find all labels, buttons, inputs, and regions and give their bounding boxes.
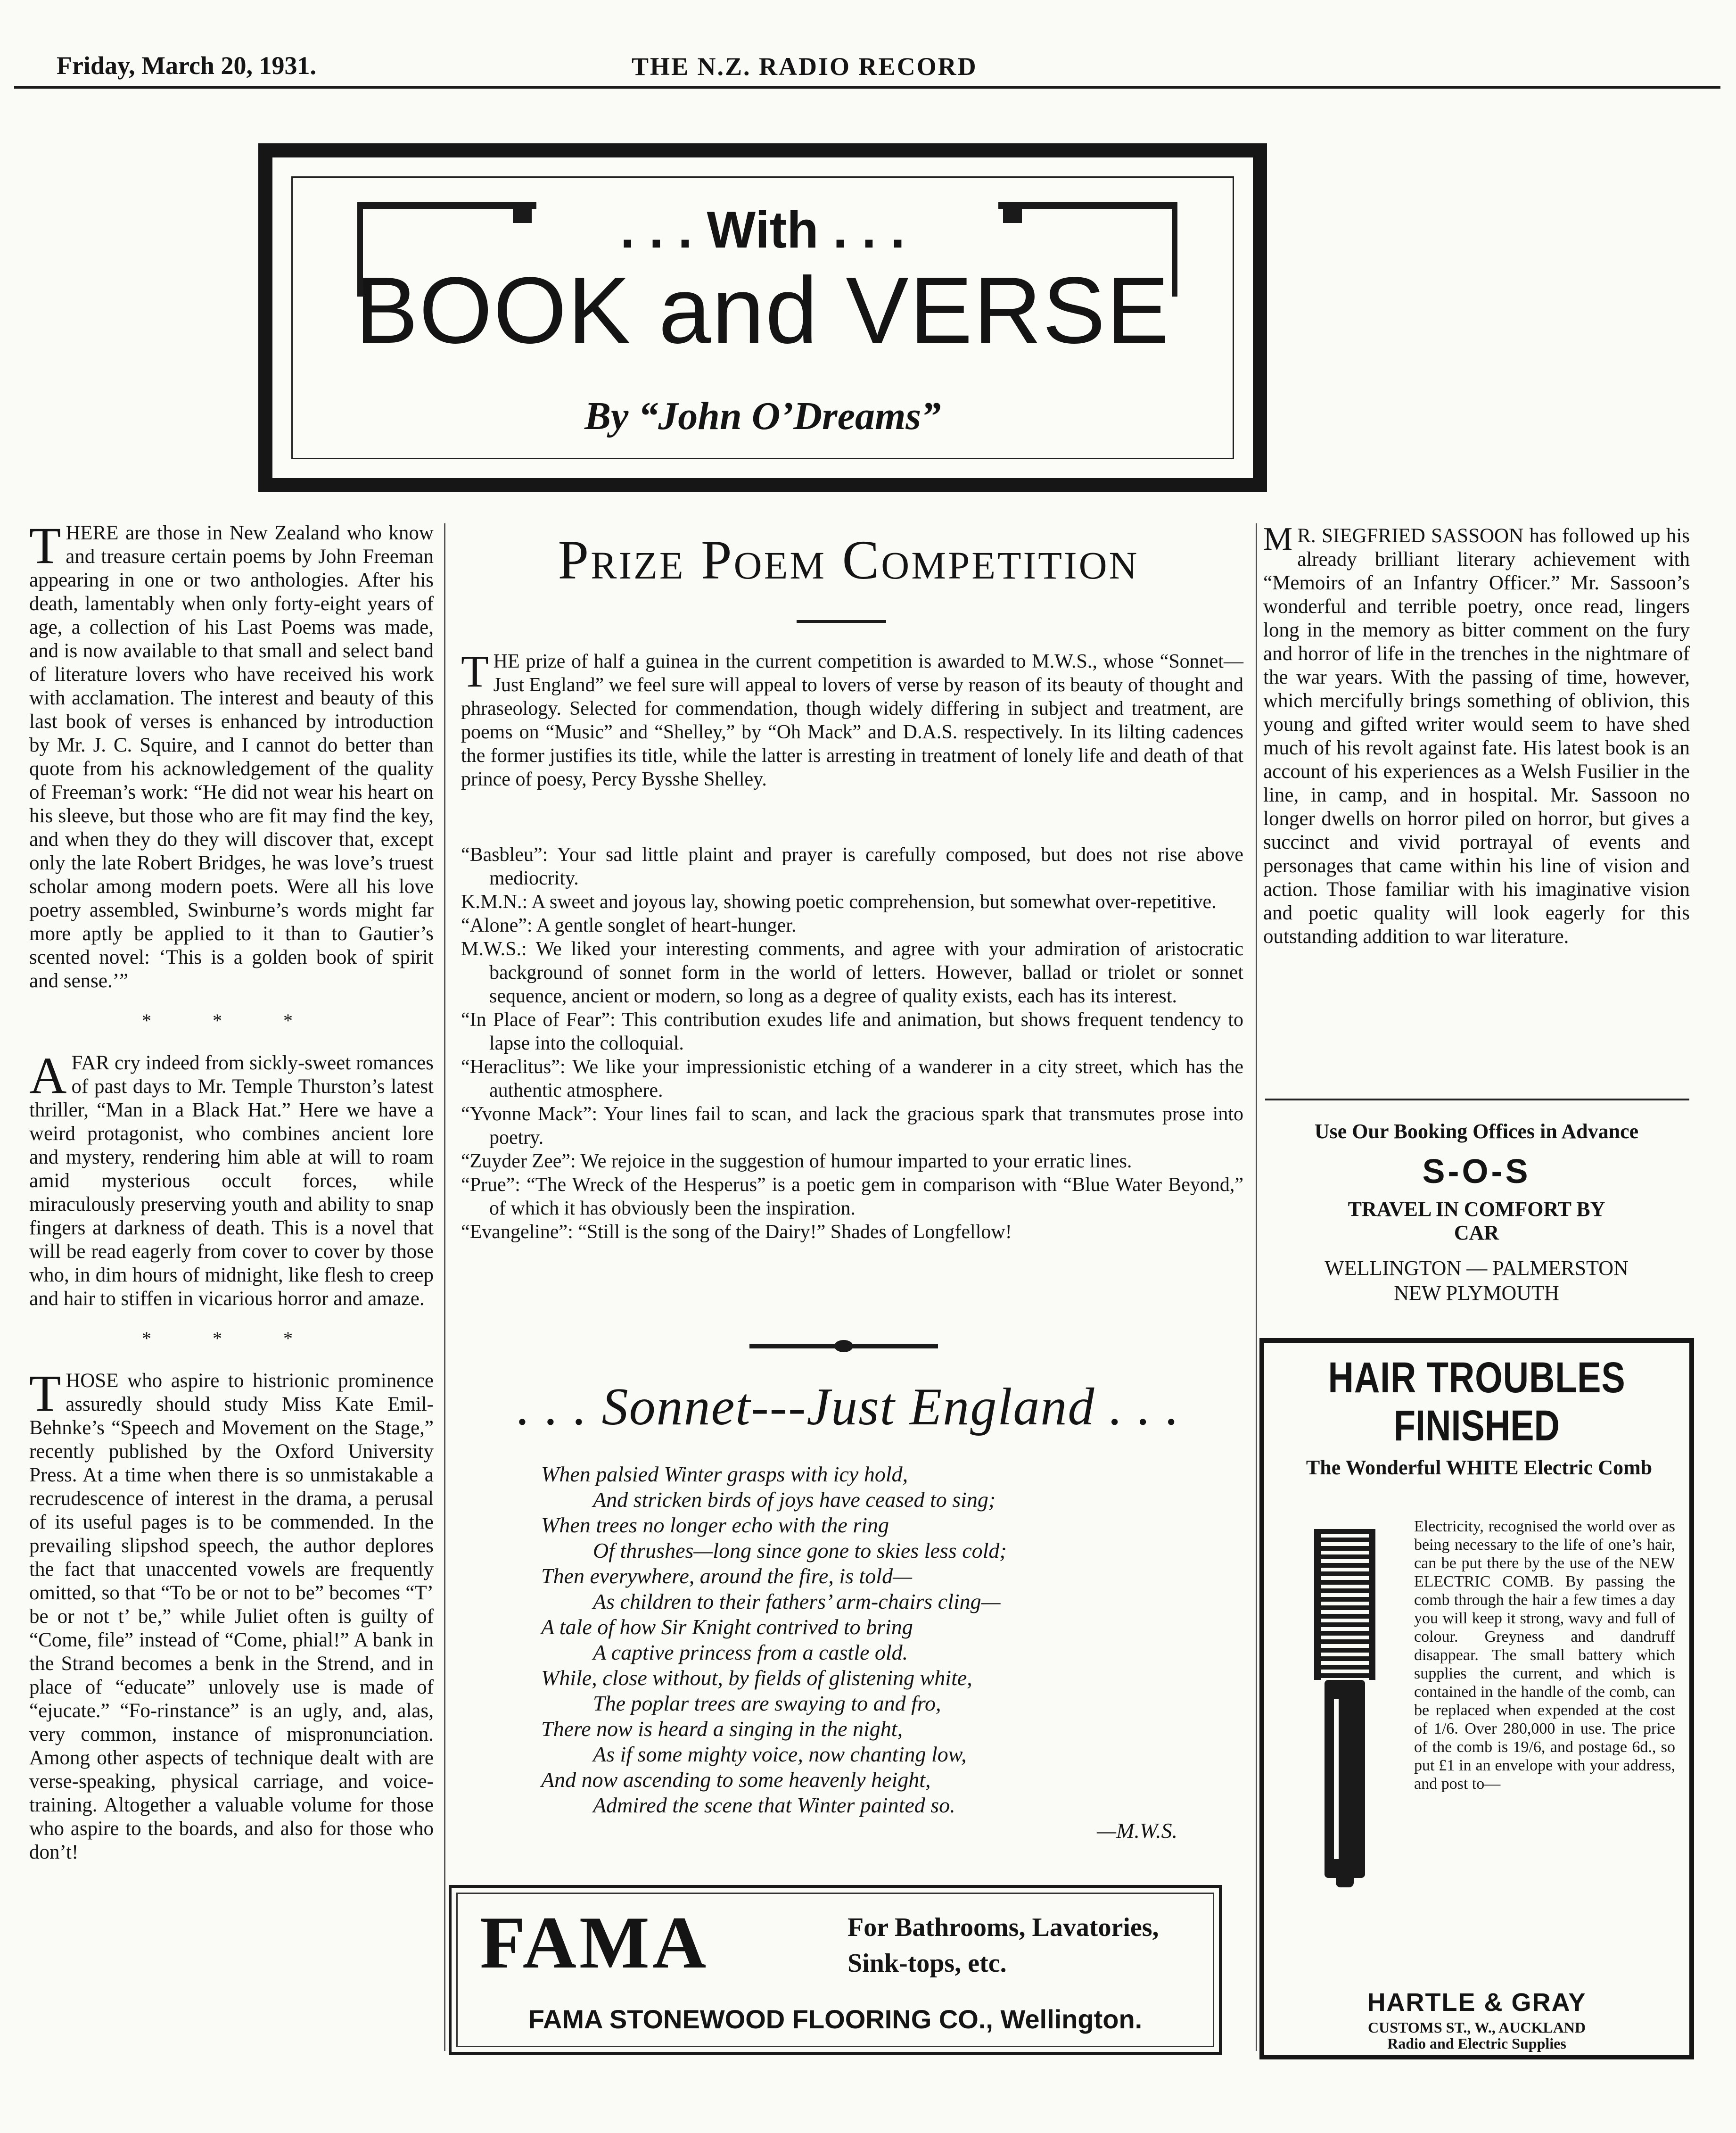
ornament-divider: [749, 1340, 938, 1352]
sonnet-line: A tale of how Sir Knight contrived to bring: [541, 1615, 913, 1639]
intro-text: HE prize of half a guinea in the current competition is awarded to M.W.S., whose “Sonnet—Just England” we feel sure will appeal to lovers of verse by reason of its beauty of thought and phraseology. Selected for commendation, though widely differing in subject and treatment, are poems on “Music” and “Shelley,” by “Oh Mack” and D.A.S. respectively. In its lilting cadences the former justifies its title, while the latter is arresting in treatment of lonely life and death of that prince of poesy, Percy Bysshe Shelley.: [461, 651, 1243, 790]
sonnet-line: While, close without, by fields of glistening white,: [541, 1666, 972, 1690]
sos-route2: NEW PLYMOUTH: [1394, 1281, 1559, 1305]
hair-title2: FINISHED: [1393, 1402, 1560, 1450]
comb-end: [1336, 1878, 1354, 1887]
critique-item: “In Place of Fear”: This contribution exudes life and animation, but shows frequent tendency to lapse into the colloquial.: [461, 1009, 1243, 1054]
sonnet-line: A captive princess from a castle old.: [593, 1640, 908, 1664]
fama-line2: Sink-tops, etc.: [847, 1949, 1007, 1978]
critique-item: K.M.N.: A sweet and joyous lay, showing poetic comprehension, but somewhat over-repetitive.: [461, 891, 1217, 913]
sonnet-line: The poplar trees are swaying to and fro,: [593, 1691, 941, 1715]
sos-car: CAR: [1454, 1221, 1499, 1244]
critique-item: “Prue”: “The Wreck of the Hesperus” is a poetic gem in comparison with “Blue Water Beyond,” of which it has obviously been the inspiration.: [461, 1174, 1243, 1219]
freeman-paragraph: [29, 517, 434, 993]
sonnet-line: And now ascending to some heavenly height,: [541, 1768, 931, 1792]
sonnet-line: Admired the scene that Winter painted so.: [593, 1793, 955, 1817]
sonnet-line: As if some mighty voice, now chanting low,: [593, 1742, 967, 1766]
critique-item: “Heraclitus”: We like your impressionistic etching of a wanderer in a city street, which has the authentic atmosphere.: [461, 1056, 1243, 1101]
critique-item: “Yvonne Mack”: Your lines fail to scan, and lack the gracious spark that transmutes prose into poetry.: [461, 1103, 1243, 1149]
sonnet-line: Then everywhere, around the fire, is told—: [541, 1564, 912, 1588]
drop-cap: M: [1263, 521, 1293, 557]
hair-advert: [1259, 1338, 1694, 2059]
critique-item: “Alone”: A gentle songlet of heart-hunger.: [461, 915, 797, 936]
comb-handle: [1325, 1680, 1365, 1878]
critique-item: “Basbleu”: Your sad little plaint and prayer is carefully composed, but does not rise above mediocrity.: [461, 844, 1243, 889]
issue-date: Friday, March 20, 1931.: [57, 51, 316, 80]
sonnet-line: And stricken birds of joys have ceased to sing;: [593, 1488, 996, 1512]
sos-brand: S-O-S: [1422, 1153, 1531, 1191]
freeman-text: HERE are those in New Zealand who know and treasure certain poems by John Freeman appearing in one or two anthologies. After his death, lamentably when only forty-eight years of age, a collection of his Last Poems was made, and is now available to that small and select band of literature lovers who have received his work with acclamation. The interest and beauty of this last book of verses is enhanced by introduction by Mr. J. C. Squire, and I cannot do better than quote from his acknowledgement of the quality of Freeman’s work: “He did not wear his heart on his sleeve, but those who are fit may find the key, and when they do they will discover that, except only the late Robert Bridges, he was love’s truest scholar among modern poets. Were all his love poetry assembled, Swinburne’s words might far more aptly be applied to it than to Gautier’s scented novel: ‘This is a golden book of spirit and sense.’”: [29, 522, 434, 992]
sassoon-review: [1263, 521, 1690, 949]
sos-travel: TRAVEL IN COMFORT BY: [1348, 1198, 1605, 1221]
banner-frame: [258, 143, 1267, 492]
sonnet-title: . . . Sonnet---Just England . . .: [517, 1378, 1180, 1436]
hair-address: CUSTOMS ST., W., AUCKLAND: [1367, 2019, 1586, 2036]
prize-intro: [461, 646, 1243, 791]
thurston-text: FAR cry indeed from sickly-sweet romances of past days to Mr. Temple Thurston’s latest thriller, “Man in a Black Hat.” Here we have a weird protagonist, who combines ancient lore and mystery, rendering him able at will to roam amid mysterious occult forces, while miraculously preserving youth and ability to snap fingers at darkness of death. This is a novel that will be read eagerly from cover to cover by those who, in dim hours of midnight, like flesh to creep and hair to stiffen in vicarious horror and amaze.: [29, 1052, 434, 1310]
column-rule-left: [444, 523, 445, 2051]
section-stars: * * *: [142, 1010, 321, 1031]
comb-icon: [1309, 1529, 1380, 1887]
comb-teeth: [1314, 1529, 1375, 1680]
header-rule: [14, 86, 1720, 89]
hair-tagline: Radio and Electric Supplies: [1387, 2035, 1566, 2052]
drop-cap: T: [461, 646, 489, 696]
banner-byline: By “John O’Dreams”: [584, 394, 941, 438]
fama-footer: FAMA STONEWOOD FLOORING CO., Wellington.: [528, 2004, 1143, 2034]
prize-poem-title: Prize Poem Competition: [558, 529, 1139, 591]
paper-name: THE N.Z. RADIO RECORD: [632, 52, 978, 81]
comb-handle-stripe: [1334, 1699, 1339, 1859]
drop-cap: T: [29, 1364, 61, 1422]
sonnet-author: —M.W.S.: [1097, 1819, 1177, 1843]
hair-subtitle: The Wonderful WHITE Electric Comb: [1306, 1456, 1653, 1479]
behnke-paragraph: [29, 1364, 434, 1864]
sonnet-line: Of thrushes—long since gone to skies less cold;: [593, 1538, 1007, 1563]
hair-title1: HAIR TROUBLES: [1328, 1354, 1626, 1402]
sos-booking-line: Use Our Booking Offices in Advance: [1314, 1120, 1639, 1143]
drop-cap: T: [29, 517, 61, 574]
critique-item: “Evangeline”: “Still is the song of the Dairy!” Shades of Longfellow!: [461, 1221, 1012, 1243]
right-rule: [1265, 1099, 1689, 1100]
title-rule: [797, 620, 886, 623]
sos-advert: [1263, 1117, 1690, 1305]
sos-route1: WELLINGTON — PALMERSTON: [1325, 1257, 1629, 1280]
banner-title: BOOK and VERSE: [355, 258, 1170, 363]
sassoon-text: R. SIEGFRIED SASSOON has followed up his already brilliant literary achievement with “Memoirs of an Infantry Officer.” Mr. Sassoon’s wonderful and terrible poetry, once read, lingers long in the memory as bitter comment on the fury and horror of life in the trenches in the nightmare of the war years. With the passing of time, however, which mercifully brings something of oblivion, this young and gifted writer would seem to have shed much of his revolt against fate. His latest book is an account of his experiences as a Welsh Fusilier in the line, in camp, and in hospital. Mr. Sassoon no longer dwells on horror piled on horror, but gives a succinct and vivid portrayal of events and personages that came within his line of vision and action. Those familiar with his imaginative vision and poetic quality will look eagerly for this outstanding addition to war literature.: [1263, 525, 1690, 948]
sonnet-line: When palsied Winter grasps with icy hold,: [541, 1462, 908, 1486]
section-stars: * * *: [142, 1328, 321, 1349]
critiques-list: [461, 843, 1243, 1244]
drop-cap: A: [29, 1047, 67, 1104]
fama-brand: FAMA: [480, 1902, 709, 1984]
sonnet-line: When trees no longer echo with the ring: [541, 1513, 889, 1537]
column-rule-right: [1256, 523, 1257, 2051]
behnke-text: HOSE who aspire to histrionic prominence assuredly should study Miss Kate Emil-Behnke’s “Speech and Movement on the Stage,” recently published by the Oxford University Press. At a time when there is so unmistakable a recrudescence of interest in the drama, a perusal of its useful pages is to be commended. In the prevailing slipshod speech, the author deplores the fact that unaccented vowels are frequently omitted, so that “To be or not to be” becomes “T’ be or not t’ be,” while Juliet often is guilty of “Come, file” instead of “Come, phial!” A bank in the Strand becomes a benk in the Strend, and in place of “educate” unlovely use is made of “ejucate.” “Fo-rinstance” is an ugly, and, alas, very common, instance of mispronunciation. Among other aspects of technique dealt with are verse-speaking, physical carriage, and voice-training. Altogether a valuable volume for those who aspire to the boards, and also for those who don’t!: [29, 1370, 434, 1863]
hair-firm: HARTLE & GRAY: [1367, 1988, 1587, 2017]
critique-item: M.W.S.: We liked your interesting comments, and agree with your admiration of aristocratic background of sonnet form in the world of letters. However, ballad or triolet or sonnet sequence, ancient or modern, so long as a degree of quality exists, each has its interest.: [461, 938, 1243, 1007]
sonnet-line: As children to their fathers’ arm-chairs cling—: [593, 1589, 1001, 1613]
thurston-paragraph: [29, 1047, 434, 1311]
banner-with: . . . With . . .: [620, 201, 905, 259]
left-column: [29, 517, 434, 1864]
fama-line1: For Bathrooms, Lavatories,: [847, 1913, 1159, 1942]
sonnet-body: [541, 1462, 1192, 1844]
sonnet-line: There now is heard a singing in the night,: [541, 1717, 903, 1741]
critique-item: “Zuyder Zee”: We rejoice in the suggestion of humour imparted to your erratic lines.: [461, 1150, 1132, 1172]
hair-body: Electricity, recognised the world over as being necessary to the life of one’s hair, can be put there by the use of the NEW ELECTRIC COMB. By passing the comb through the hair a few times a day you will keep it strong, wavy and full of colour. Greyness and dandruff disappear. The small battery which supplies the current, and which is contained in the handle of the comb, can be replaced when expended at the cost of 1/6. Over 280,000 in use. The price of the comb is 19/6, and postage 6d., so put £1 in an envelope with your address, and post to—: [1414, 1518, 1675, 1793]
fama-advert: [449, 1885, 1222, 2055]
